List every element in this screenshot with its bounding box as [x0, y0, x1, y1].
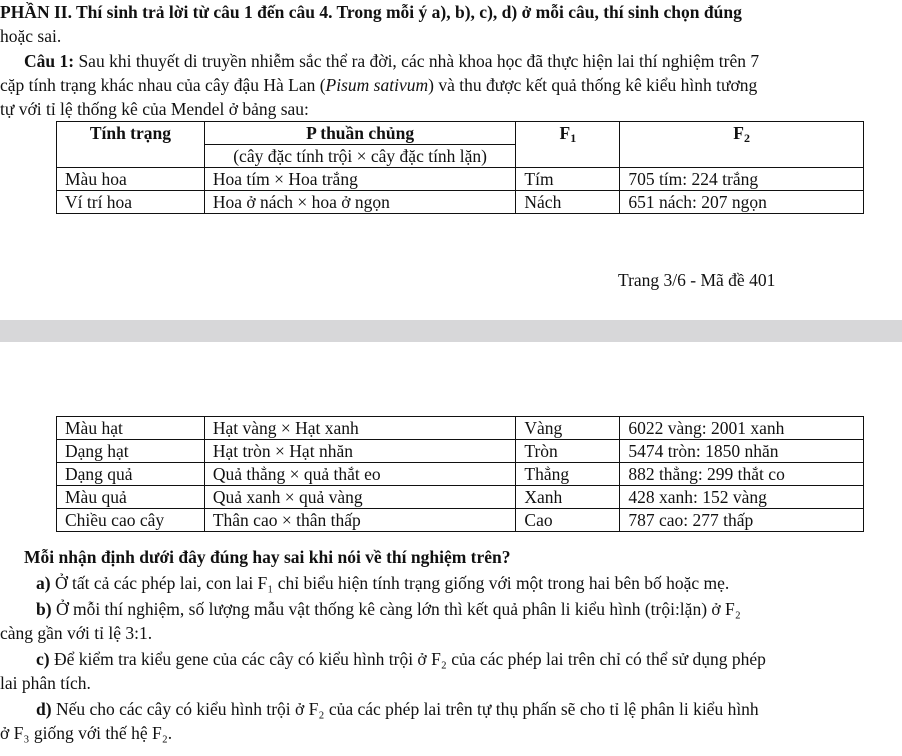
table-cell: Dạng quả: [57, 463, 205, 486]
table-row: [57, 463, 864, 486]
table-2: [56, 416, 864, 532]
table-cell: Hạt vàng × Hạt xanh: [204, 417, 516, 440]
statement-c-label: c): [36, 649, 50, 669]
table-1-header-row: [57, 122, 864, 145]
table-row: [57, 417, 864, 440]
table-cell: Chiều cao cây: [57, 509, 205, 532]
table-cell: Hoa ở nách × hoa ở ngọn: [204, 191, 516, 214]
statement-c-cont: lai phân tích.: [0, 673, 91, 693]
table-cell: 882 thẳng: 299 thắt co: [620, 463, 864, 486]
prompt-text: Mỗi nhận định dưới đây đúng hay sai khi nói về thí nghiệm trên?: [24, 547, 511, 567]
statement-c: [36, 647, 896, 671]
statement-b-cont: càng gần với tỉ lệ 3:1.: [0, 623, 153, 643]
table-cell: Quả thẳng × quả thắt eo: [204, 463, 516, 486]
statement-b: [36, 597, 896, 621]
q1-line-3: tự với tỉ lệ thống kê của Mendel ở bảng sau:: [0, 99, 309, 119]
q1-line-2: [0, 73, 902, 97]
table-cell: Vàng: [516, 417, 620, 440]
statement-d: [36, 697, 896, 721]
table-cell: 428 xanh: 152 vàng: [620, 486, 864, 509]
table-cell: Màu hoa: [57, 168, 205, 191]
table-cell: Tròn: [516, 440, 620, 463]
q1-text-2a: cặp tính trạng khác nhau của cây đậu Hà Lan (: [0, 75, 326, 95]
page-footer: Trang 3/6 - Mã đề 401: [618, 270, 776, 290]
q1-line-1: [24, 49, 894, 73]
part-heading: PHẦN II.: [0, 2, 72, 22]
statement-b-label: b): [36, 599, 52, 619]
table-cell: Dạng hạt: [57, 440, 205, 463]
part-instruction-2: hoặc sai.: [0, 26, 62, 46]
table-cell: Nách: [516, 191, 620, 214]
table-cell: 705 tím: 224 trắng: [620, 168, 864, 191]
table-cell: Thẳng: [516, 463, 620, 486]
table-cell: 6022 vàng: 2001 xanh: [620, 417, 864, 440]
statement-d-text: Nếu cho các cây có kiểu hình trội ở F₂ của các phép lai trên tự thụ phấn sẽ cho tỉ lệ phân li kiểu hình: [51, 699, 759, 719]
q1-label: Câu 1:: [24, 51, 75, 71]
table-cell: Hoa tím × Hoa trắng: [204, 168, 516, 191]
header-p: P thuần chủng: [204, 122, 516, 145]
table-cell: Xanh: [516, 486, 620, 509]
table-row: [57, 486, 864, 509]
table-cell: 787 cao: 277 thấp: [620, 509, 864, 532]
question-prompt: [24, 545, 894, 569]
q1-text-1: Sau khi thuyết di truyền nhiễm sắc thể ra đời, các nhà khoa học đã thực hiện lai thí nghiệm trên 7: [74, 51, 760, 71]
table-cell: Tím: [516, 168, 620, 191]
table-cell: Thân cao × thân thấp: [204, 509, 516, 532]
table-cell: Ví trí hoa: [57, 191, 205, 214]
header-f2: $F_2$: [620, 122, 864, 168]
statement-c-text: Để kiểm tra kiểu gene của các cây có kiểu hình trội ở F₂ của các phép lai trên chỉ có thể sử dụng phép: [49, 649, 766, 669]
table-row: [57, 168, 864, 191]
part-instruction: Thí sinh trả lời từ câu 1 đến câu 4. Trong mỗi ý a), b), c), d) ở mỗi câu, thí sinh chọn đúng: [71, 2, 742, 22]
species-name: Pisum sativum: [325, 75, 429, 95]
table-cell: Màu hạt: [57, 417, 205, 440]
statement-a: [36, 571, 896, 595]
table-cell: Cao: [516, 509, 620, 532]
statement-d-cont: ở F₃ giống với thế hệ F₂.: [0, 723, 173, 743]
header-trait: Tính trạng: [57, 122, 205, 168]
header-p-sub: (cây đặc tính trội × cây đặc tính lặn): [204, 145, 516, 168]
statement-a-text: Ở tất cả các phép lai, con lai F₁ chỉ biểu hiện tính trạng giống với một trong hai bên bố hoặc mẹ.: [50, 573, 730, 593]
table-row: [57, 440, 864, 463]
table-row: [57, 191, 864, 214]
table-row: [57, 509, 864, 532]
table-cell: Màu quả: [57, 486, 205, 509]
q1-text-2b: ) và thu được kết quả thống kê kiểu hình tương: [428, 75, 758, 95]
table-1: [56, 121, 864, 214]
table-cell: 651 nách: 207 ngọn: [620, 191, 864, 214]
statement-d-label: d): [36, 699, 52, 719]
statement-b-text: Ở mỗi thí nghiệm, số lượng mẫu vật thống kê càng lớn thì kết quả phân li kiểu hình (trội:lặn) ở F₂: [51, 599, 741, 619]
table-cell: 5474 tròn: 1850 nhăn: [620, 440, 864, 463]
table-cell: Hạt tròn × Hạt nhăn: [204, 440, 516, 463]
header-f1: $F_1$: [516, 122, 620, 168]
statement-a-label: a): [36, 573, 51, 593]
table-cell: Quả xanh × quả vàng: [204, 486, 516, 509]
part-heading-line: [0, 0, 902, 24]
page-break: [0, 320, 902, 342]
